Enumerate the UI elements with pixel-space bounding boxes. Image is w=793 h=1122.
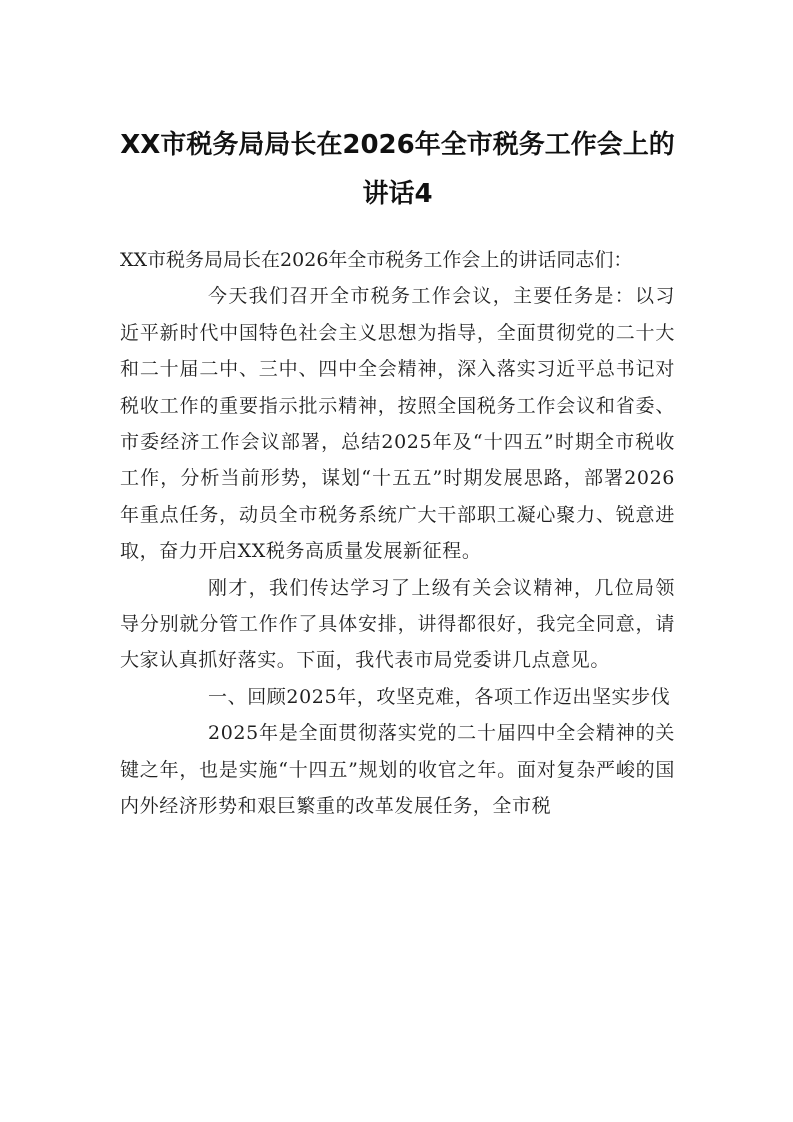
- document-title: XX市税务局局长在2026年全市税务工作会上的讲话4: [120, 130, 675, 209]
- greeting-paragraph: XX市税务局局长在2026年全市税务工作会上的讲话同志们：: [120, 249, 633, 271]
- body-paragraph: 刚才，我们传达学习了上级有关会议精神，几位局领导分别就分管工作作了具体安排，讲得都很好，我完全同意，请大家认真抓好落实。下面，我代表市局党委讲几点意见。: [120, 576, 675, 672]
- document-body: [120, 242, 675, 825]
- body-paragraph: 今天我们召开全市税务工作会议，主要任务是：以习近平新时代中国特色社会主义思想为指导，全面贯彻党的二十大和二十届二中、三中、四中全会精神，深入落实习近平总书记对税收工作的重要指示批示精神，按照全国税务工作会议和省委、市委经济工作会议部署，总结2025年及“十四五”时期全市税收工作，分析当前形势，谋划“十五五”时期发展思路，部署2026年重点任务，动员全市税务系统广大干部职工凝心聚力、锐意进取，奋力开启XX税务高质量发展新征程。: [120, 285, 675, 563]
- section-heading: 一、回顾2025年，攻坚克难，各项工作迈出坚实步伐: [208, 685, 671, 708]
- body-paragraph: 2025年是全面贯彻落实党的二十届四中全会精神的关键之年，也是实施“十四五”规划的收官之年。面对复杂严峻的国内外经济形势和艰巨繁重的改革发展任务，全市税: [120, 722, 675, 818]
